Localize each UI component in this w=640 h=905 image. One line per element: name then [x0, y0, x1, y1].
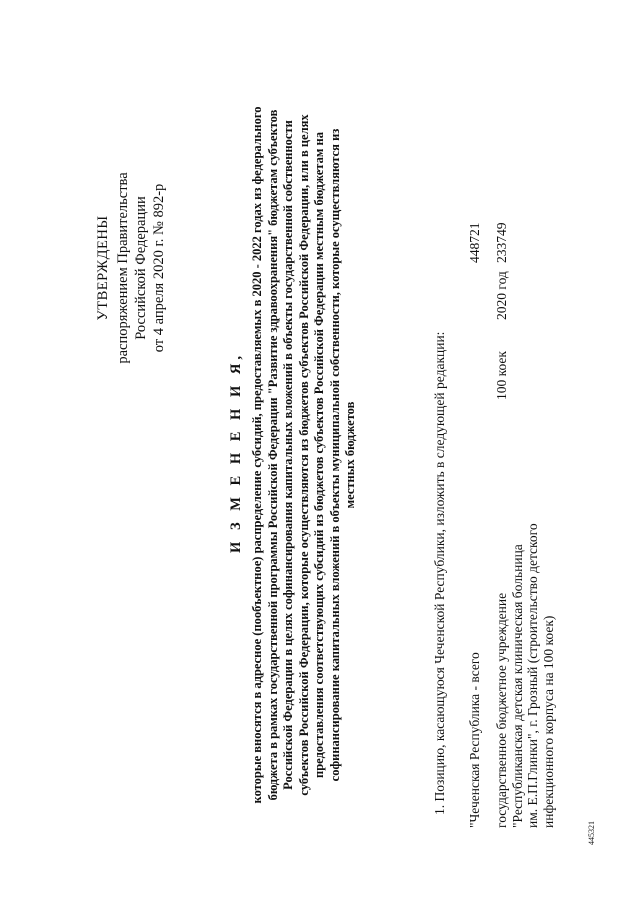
approval-block [94, 118, 168, 418]
approval-date-number: от 4 апреля 2020 г. № 892-р [151, 183, 167, 353]
intro-paragraph: 1. Позицию, касающуюся Чеченской Республики, изложить в следующей редакции: [432, 331, 447, 815]
institution-name [494, 448, 556, 828]
institution-name-line: государственное бюджетное учреждение [494, 592, 509, 828]
approval-line: распоряжением Правительства [115, 172, 131, 364]
region-total-value: 448721 [467, 222, 482, 263]
document-number: 445321 [587, 821, 596, 845]
institution-year: 2020 год [494, 271, 509, 320]
institution-value: 233749 [494, 222, 509, 263]
institution-name-line: "Республиканская детская клиническая больница [509, 544, 525, 828]
institution-capacity: 100 коек [494, 351, 509, 400]
approval-heading: УТВЕРЖДЕНЫ [95, 215, 111, 321]
region-total-label: "Чеченская Республика - всего [467, 652, 482, 828]
approval-line: Российской Федерации [133, 196, 149, 340]
institution-name-line: им. Е.П.Глинки", г. Грозный (строительство детского [525, 523, 540, 828]
document-title: И З М Е Н Е Н И Я, [228, 352, 244, 553]
institution-name-line: инфекционного корпуса на 100 коек) [540, 615, 556, 828]
document-subtitle: которые вносятся в адресное (пообъектное) распределение субсидий, предоставляемых в 2020 - 2022 годах из федерального бюджета в рамках государственной программы Российской Федерации "Развитие здравоохранения" бюджетам субъектов Российской Федерации в целях софинансирования капитальных вложений в объекты государственной собственности субъектов Российской Федерации, которые осуществляются из бюджетов субъектов Российской Федерации, или в целях предоставления соответствующих субсидий из бюджетов субъектов Российской Федерации местным бюджетам на софинансирование капитальных вложений в объекты муниципальной собственности, которые осуществляются из местных бюджетов [250, 106, 357, 804]
